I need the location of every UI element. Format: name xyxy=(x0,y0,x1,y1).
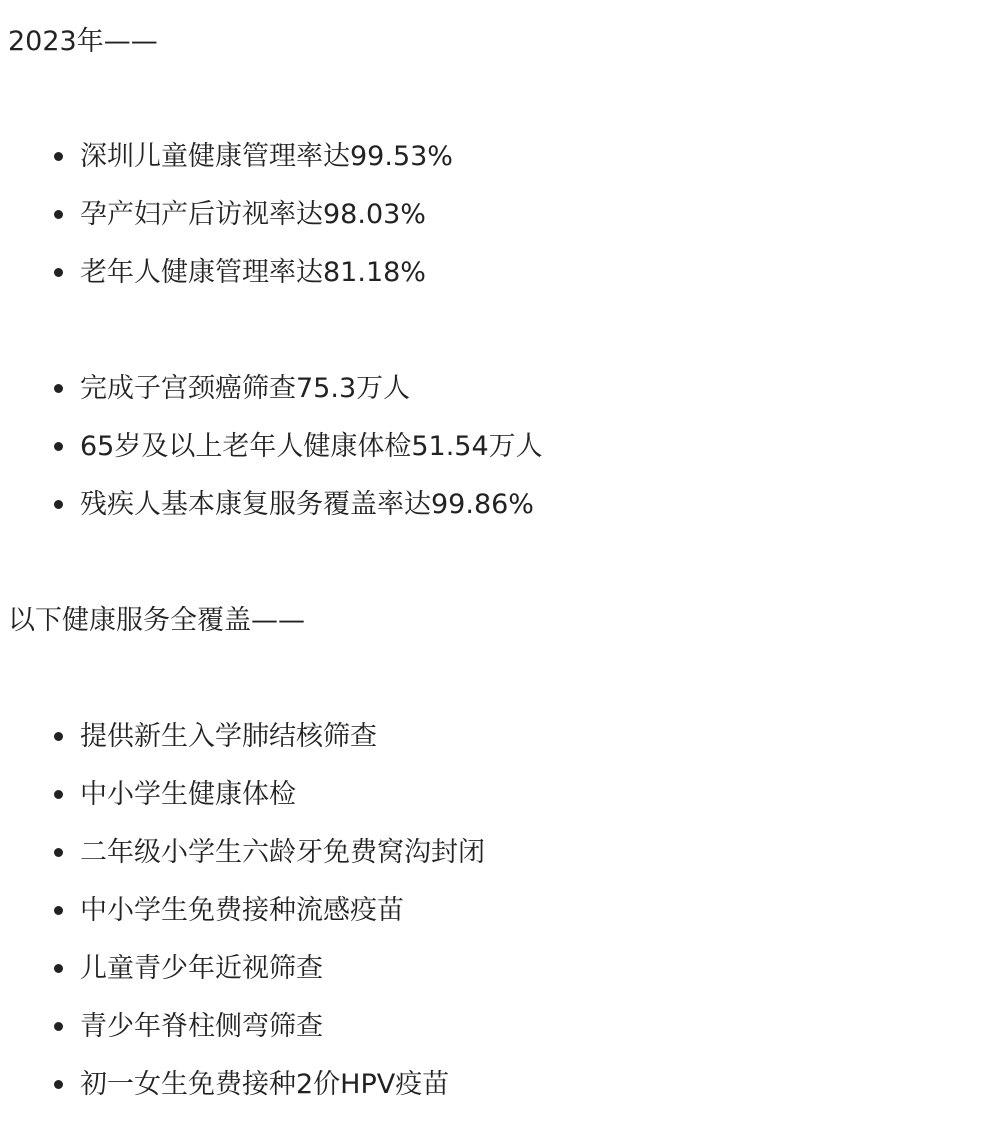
bullet-icon xyxy=(54,384,63,393)
section-heading-full-coverage: 以下健康服务全覆盖—— xyxy=(8,605,305,636)
list-item-text: 儿童青少年近视筛查 xyxy=(80,953,323,984)
list-item-text: 孕产妇产后访视率达98.03% xyxy=(80,199,426,230)
bullet-icon xyxy=(54,152,63,161)
bullet-icon xyxy=(54,210,63,219)
bullet-icon xyxy=(54,964,63,973)
list-item-text: 65岁及以上老年人健康体检51.54万人 xyxy=(80,431,543,462)
bullet-icon xyxy=(54,268,63,277)
list-item-text: 初一女生免费接种2价HPV疫苗 xyxy=(80,1069,450,1100)
bullet-icon xyxy=(54,442,63,451)
list-item-text: 提供新生入学肺结核筛查 xyxy=(80,721,377,752)
bullet-icon xyxy=(54,1022,63,1031)
bullet-icon xyxy=(54,790,63,799)
bullet-icon xyxy=(54,500,63,509)
list-item-text: 完成子宫颈癌筛查75.3万人 xyxy=(80,373,411,404)
list-item-text: 深圳儿童健康管理率达99.53% xyxy=(80,141,453,172)
bullet-icon xyxy=(54,1080,63,1089)
list-item-text: 残疾人基本康复服务覆盖率达99.86% xyxy=(80,489,534,520)
section-heading-2023: 2023年—— xyxy=(8,26,158,57)
bullet-icon xyxy=(54,906,63,915)
list-item-text: 中小学生健康体检 xyxy=(80,779,296,810)
bullet-icon xyxy=(54,848,63,857)
list-item-text: 二年级小学生六龄牙免费窝沟封闭 xyxy=(80,837,485,868)
list-item-text: 老年人健康管理率达81.18% xyxy=(80,257,426,288)
list-item-text: 青少年脊柱侧弯筛查 xyxy=(80,1011,323,1042)
list-item-text: 中小学生免费接种流感疫苗 xyxy=(80,895,404,926)
bullet-icon xyxy=(54,732,63,741)
